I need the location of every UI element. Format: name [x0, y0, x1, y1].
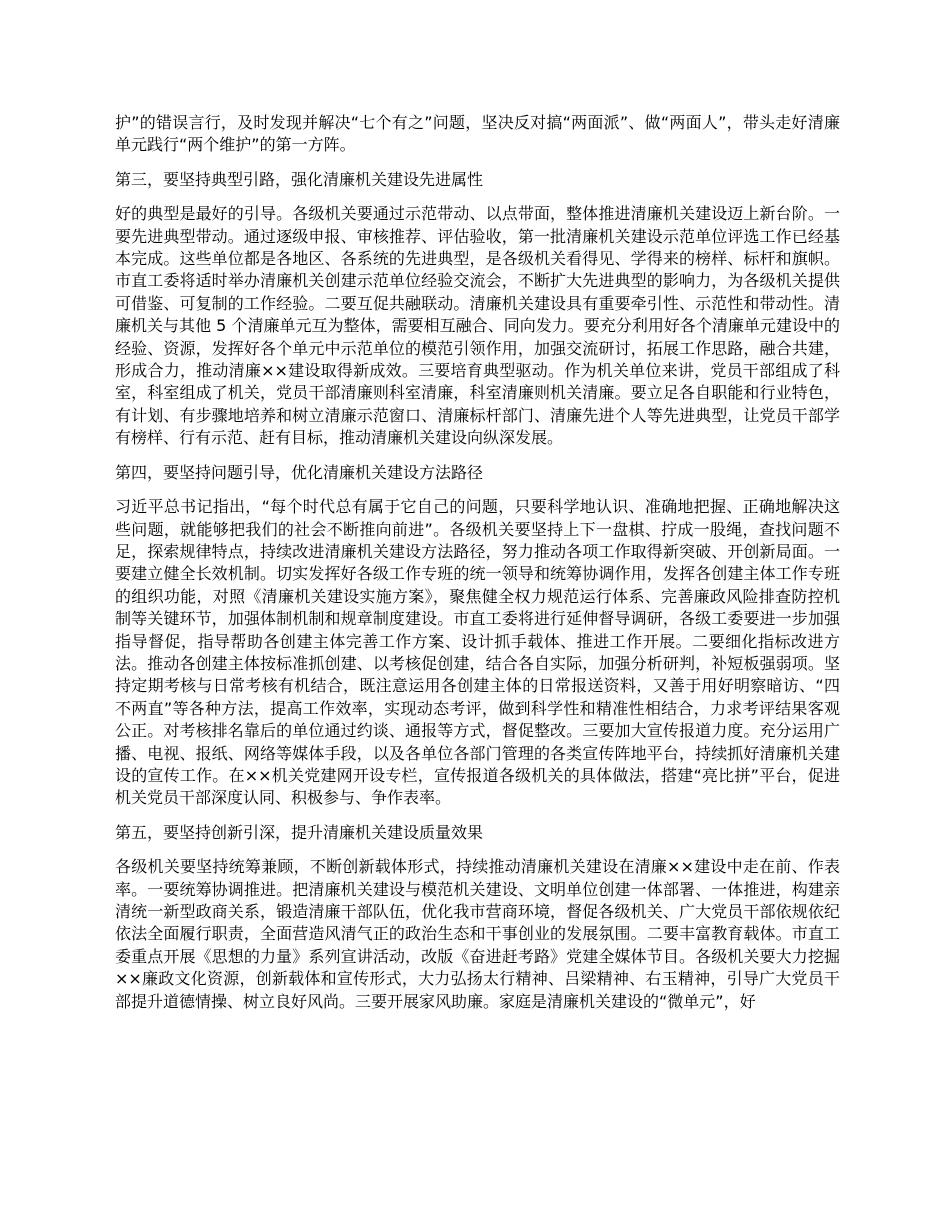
section-heading-3: 第三，要坚持典型引路，强化清廉机关建设先进属性 — [115, 169, 484, 189]
section-body-3: 好的典型是最好的引导。各级机关要通过示范带动、以点带面，整体推进清廉机关建设迈上新台阶。一要先进典型带动。通过逐级申报、审核推荐、评估验收，第一批清廉机关建设示范单位评选工作已经基本完成。这些单位都是各地区、各系统的先进典型，是各级机关看得见、学得来的榜样、标杆和旗帜。市直工委将适时举办清廉机关创建示范单位经验交流会，不断扩大先进典型的影响力，为各级机关提供可借鉴、可复制的工作经验。二要互促共融联动。清廉机关建设具有重要牵引性、示范性和带动性。清廉机关与其他 5 个清廉单元互为整体，需要相互融合、同向发力。要充分利用好各个清廉单元建设中的经验、资源，发挥好各个单元中示范单位的模范引领作用，加强交流研讨，拓展工作思路，融合共建，形成合力，推动清廉××建设取得新成效。三要培育典型驱动。作为机关单位来讲，党员干部组成了科室，科室组成了机关，党员干部清廉则科室清廉，科室清廉则机关清廉。要立足各自职能和行业特色，有计划、有步骤地培养和树立清廉示范窗口、清廉标杆部门、清廉先进个人等先进典型，让党员干部学有榜样、行有示范、赶有目标，推动清廉机关建设向纵深发展。 — [115, 204, 840, 448]
section-body-5: 各级机关要坚持统筹兼顾，不断创新载体形式，持续推动清廉机关建设在清廉××建设中走在前、作表率。一要统筹协调推进。把清廉机关建设与模范机关建设、文明单位创建一体部署、一体推进，构建亲清统一新型政商关系，锻造清廉干部队伍，优化我市营商环境，督促各级机关、广大党员干部依规依纪依法全面履行职责，全面营造风清气正的政治生态和干事创业的发展氛围。二要丰富教育载体。市直工委重点开展《思想的力量》系列宣讲活动，改版《奋进赶考路》党建全媒体节目。各级机关要大力挖掘××廉政文化资源，创新载体和宣传形式，大力弘扬太行精神、吕梁精神、右玉精神，引导广大党员干部提升道德情操、树立良好风尚。三要开展家风助廉。家庭是清廉机关建设的“微单元”，好 — [115, 857, 840, 1011]
intro-paragraph: 护”的错误言行，及时发现并解决“七个有之”问题，坚决反对搞“两面派”、做“两面人”，带头走好清廉单元践行“两个维护”的第一方阵。 — [115, 113, 840, 155]
section-body-4: 习近平总书记指出，“每个时代总有属于它自己的问题，只要科学地认识、准确地把握、正确地解决这些问题，就能够把我们的社会不断推向前进”。各级机关要坚持上下一盘棋、拧成一股绳，查找问题不足，探索规律特点，持续改进清廉机关建设方法路径，努力推动各项工作取得新突破、开创新局面。一要建立健全长效机制。切实发挥好各级工作专班的统一领导和统筹协调作用，发挥各创建主体工作专班的组织功能，对照《清廉机关建设实施方案》，聚焦健全权力规范运行体系、完善廉政风险排查防控机制等关键环节，加强体制机制和规章制度建设。市直工委将进行延伸督导调研，各级工委要进一步加强指导督促，指导帮助各创建主体完善工作方案、设计抓手载体、推进工作开展。二要细化指标改进方法。推动各创建主体按标准抓创建、以考核促创建，结合各自实际，加强分析研判，补短板强弱项。坚持定期考核与日常考核有机结合，既注意运用各创建主体的日常报送资料，又善于用好明察暗访、“四不两直”等各种方法，提高工作效率，实现动态考评，做到科学性和精准性相结合，力求考评结果客观公正。对考核排名靠后的单位通过约谈、通报等方式，督促整改。三要加大宣传报道力度。充分运用广播、电视、报纸、网络等媒体手段，以及各单位各部门管理的各类宣传阵地平台，持续抓好清廉机关建设的宣传工作。在××机关党建网开设专栏，宣传报道各级机关的具体做法，搭建“亮比拼”平台，促进机关党员干部深度认同、积极参与、争作表率。 — [115, 497, 840, 808]
section-heading-4: 第四，要坚持问题引导，优化清廉机关建设方法路径 — [115, 462, 484, 482]
document-page — [115, 112, 840, 1013]
section-heading-5: 第五，要坚持创新引深，提升清廉机关建设质量效果 — [115, 822, 484, 842]
